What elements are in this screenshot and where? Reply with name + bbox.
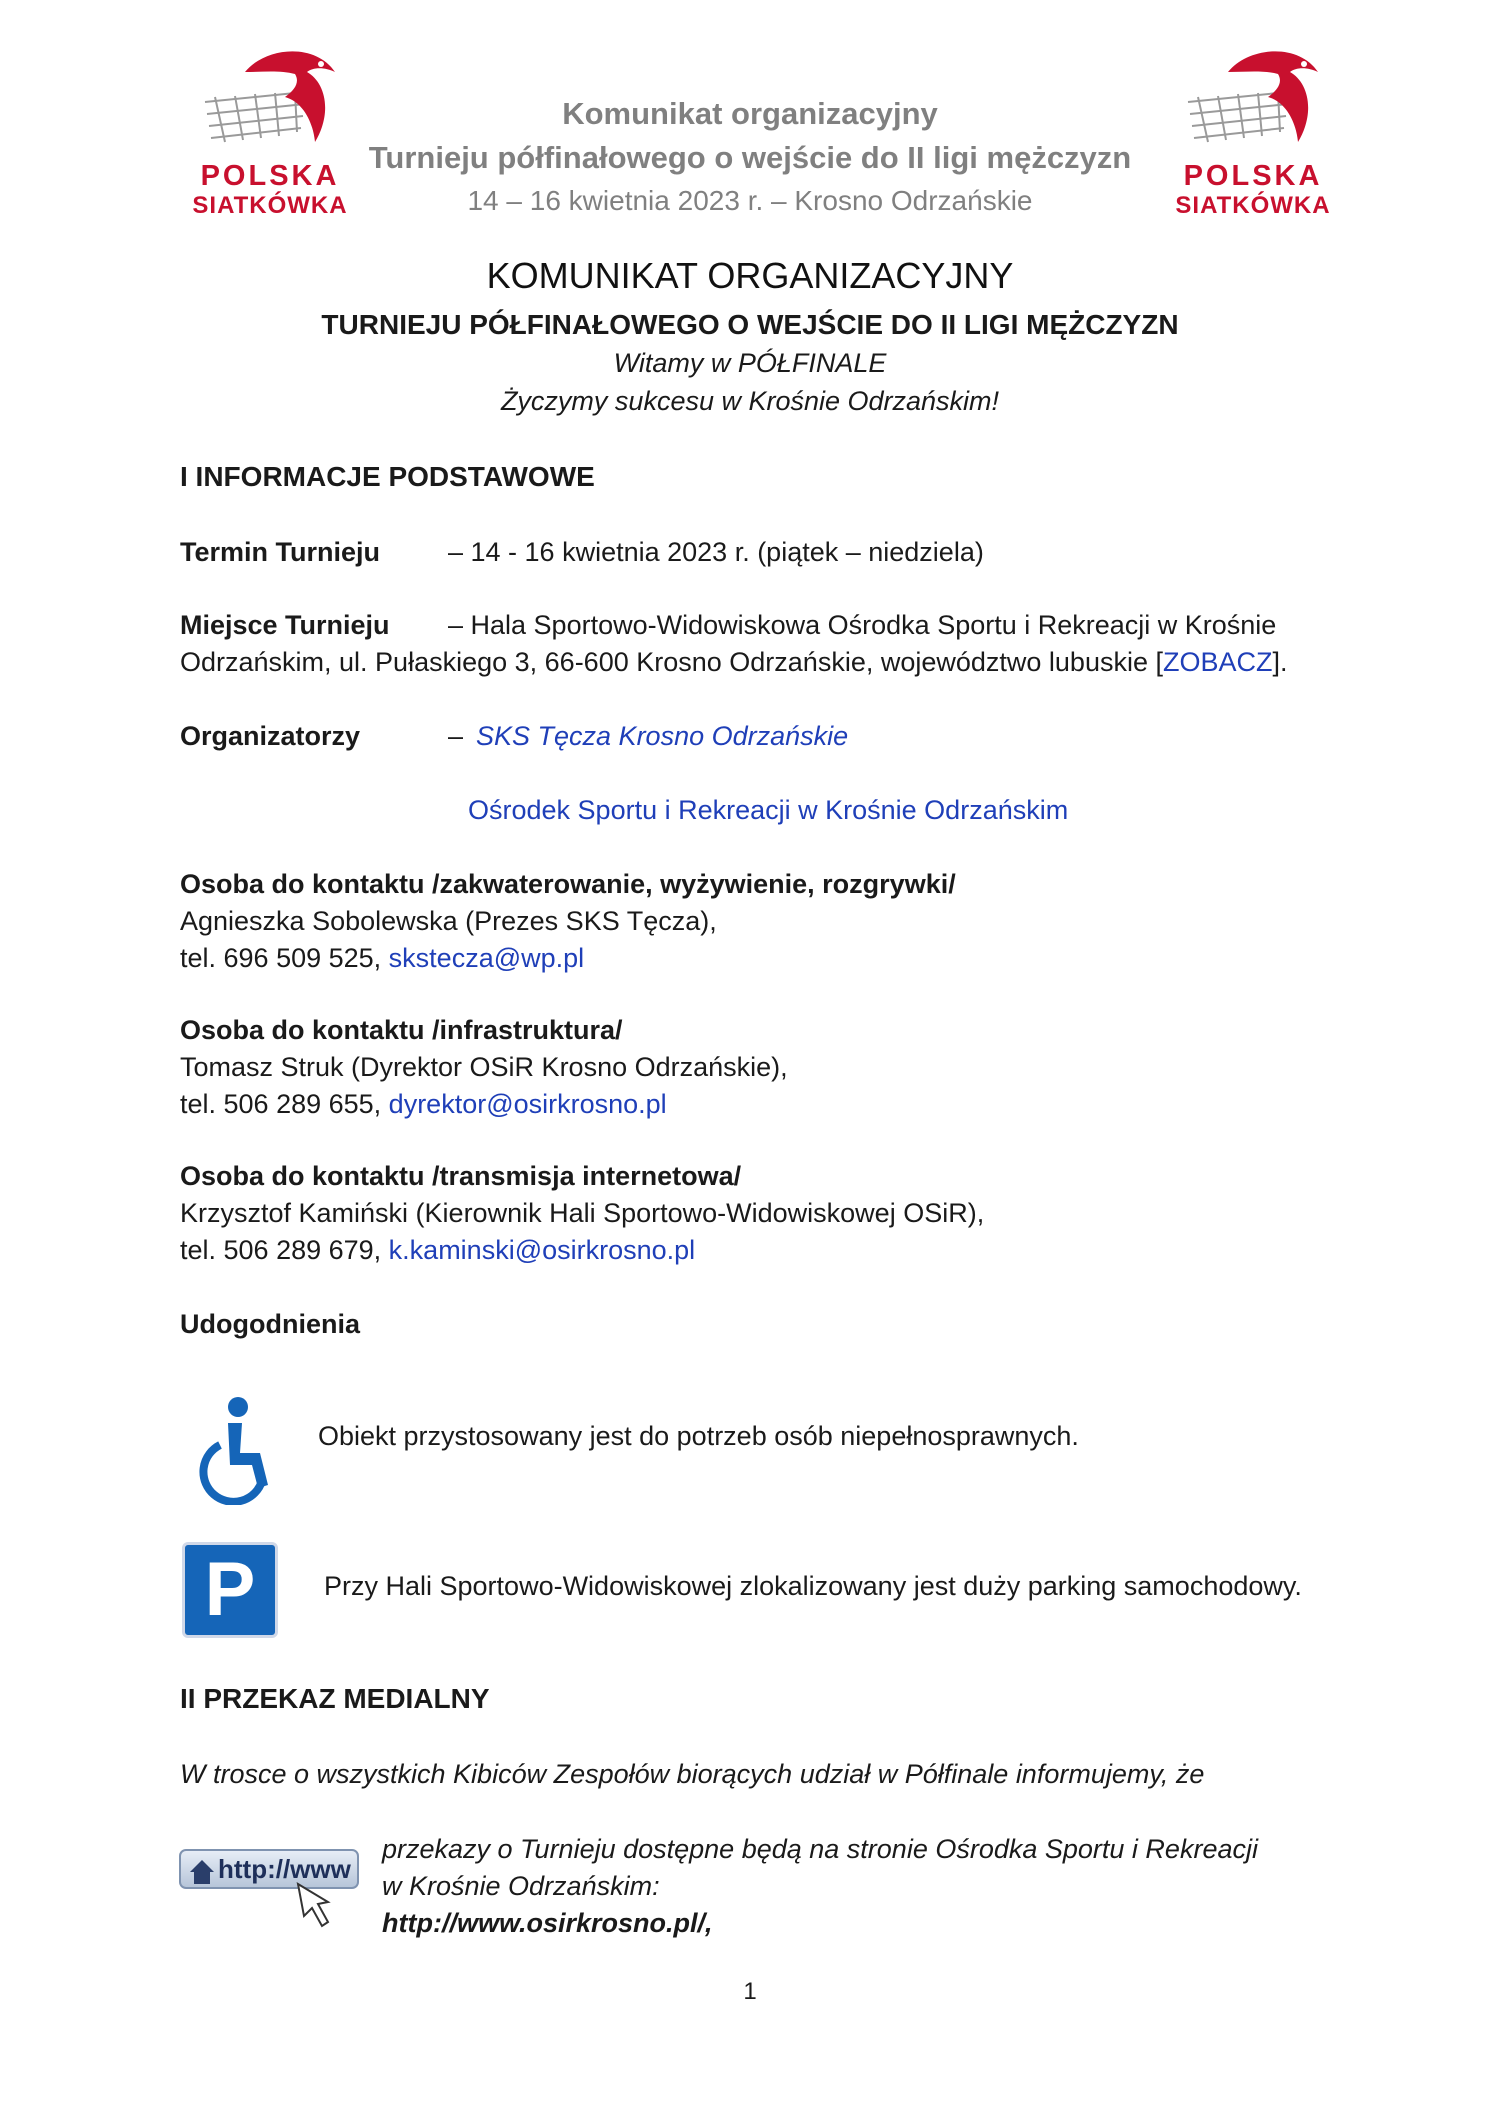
contact-1-phone: tel. 696 509 525,	[180, 943, 389, 973]
contact-2-name: Tomasz Struk (Dyrektor OSiR Krosno Odrzańskie),	[180, 1052, 788, 1082]
wish-line: Życzymy sukcesu w Krośnie Odrzańskim!	[500, 386, 1000, 416]
parking-icon	[182, 1542, 278, 1638]
document-title: KOMUNIKAT ORGANIZACYJNY	[486, 255, 1014, 296]
polska-siatkowka-logo-right	[1168, 42, 1338, 222]
amenities-heading: Udogodnienia	[180, 1309, 360, 1339]
contact-3-name: Krzysztof Kamiński (Kierownik Hali Sportowo-Widowiskowej OSiR),	[180, 1198, 985, 1228]
logo-text-siatkowka: SIATKÓWKA	[1175, 192, 1331, 219]
eagle-volleyball-net-icon	[185, 42, 355, 157]
contact-1-name: Agnieszka Sobolewska (Prezes SKS Tęcza),	[180, 906, 717, 936]
logo-text-siatkowka: SIATKÓWKA	[192, 192, 348, 219]
contact-2-email-link[interactable]: dyrektor@osirkrosno.pl	[388, 1089, 667, 1119]
section-2-heading: II PRZEKAZ MEDIALNY	[180, 1683, 490, 1714]
contact-3-email-link[interactable]: k.kaminski@osirkrosno.pl	[388, 1235, 696, 1265]
logo-text-polska: POLSKA	[1183, 160, 1323, 192]
parking-letter: P	[204, 1547, 256, 1632]
contact-2-phone: tel. 506 289 655,	[180, 1089, 389, 1119]
media-paragraph-line-2: w Krośnie Odrzańskim:	[382, 1871, 660, 1901]
media-paragraph-line-1: przekazy o Turnieju dostępne będą na stronie Ośrodka Sportu i Rekreacji	[382, 1834, 1258, 1864]
contact-3-heading: Osoba do kontaktu /transmisja internetowa/	[180, 1161, 742, 1191]
place-address: Odrzańskim, ul. Pułaskiego 3, 66-600 Krosno Odrzańskie, województwo lubuskie [	[180, 647, 1163, 677]
organizer-2-link[interactable]: Ośrodek Sportu i Rekreacji w Krośnie Odrzańskim	[468, 795, 1069, 825]
place-value-line-2	[180, 644, 1288, 681]
contact-3-tel	[180, 1232, 695, 1269]
place-value-line-1: – Hala Sportowo-Widowiskowa Ośrodka Sportu i Rekreacji w Krośnie	[448, 610, 1277, 640]
place-label: Miejsce Turnieju	[180, 610, 390, 640]
logo-text-polska: POLSKA	[200, 160, 340, 192]
contact-1-email-link[interactable]: skstecza@wp.pl	[388, 943, 585, 973]
place-end: ].	[1272, 647, 1288, 677]
organizers-label: Organizatorzy	[180, 721, 361, 751]
polska-siatkowka-logo-left	[185, 42, 355, 222]
contact-1-tel	[180, 940, 584, 977]
media-url-link[interactable]: http://www.osirkrosno.pl/,	[382, 1908, 713, 1938]
organizer-1-link[interactable]: SKS Tęcza Krosno Odrzańskie	[476, 721, 849, 751]
map-link[interactable]: ZOBACZ	[1162, 647, 1273, 677]
contact-1-heading: Osoba do kontaktu /zakwaterowanie, wyżywienie, rozgrywki/	[180, 869, 956, 899]
welcome-line: Witamy w PÓŁFINALE	[613, 348, 887, 378]
section-1-heading: I INFORMACJE PODSTAWOWE	[180, 461, 595, 492]
media-intro: W trosce o wszystkich Kibiców Zespołów biorących udział w Półfinale informujemy, że	[180, 1759, 1205, 1789]
header-line-3: 14 – 16 kwietnia 2023 r. – Krosno Odrzańskie	[467, 185, 1033, 216]
header-line-2: Turnieju półfinałowego o wejście do II ligi mężczyzn	[368, 140, 1132, 175]
page-header	[360, 92, 1140, 222]
contact-2-heading: Osoba do kontaktu /infrastruktura/	[180, 1015, 623, 1045]
eagle-volleyball-net-icon	[1168, 42, 1338, 157]
term-label: Termin Turnieju	[180, 537, 381, 567]
amenity-accessible-text: Obiekt przystosowany jest do potrzeb osób niepełnosprawnych.	[318, 1421, 1079, 1451]
organizers-dash: –	[448, 721, 464, 751]
www-address-bar-icon	[178, 1832, 363, 1932]
page-number: 1	[743, 1978, 757, 2005]
amenity-parking-text: Przy Hali Sportowo-Widowiskowej zlokalizowany jest duży parking samochodowy.	[324, 1571, 1302, 1601]
www-graphic-text: http://www	[218, 1854, 351, 1884]
contact-3-phone: tel. 506 289 679,	[180, 1235, 389, 1265]
contact-2-tel	[180, 1086, 667, 1123]
wheelchair-icon	[180, 1395, 275, 1505]
header-line-1: Komunikat organizacyjny	[562, 96, 938, 131]
term-value: – 14 - 16 kwietnia 2023 r. (piątek – niedziela)	[448, 537, 984, 567]
document-subtitle: TURNIEJU PÓŁFINAŁOWEGO O WEJŚCIE DO II LIGI MĘŻCZYZN	[321, 309, 1179, 340]
